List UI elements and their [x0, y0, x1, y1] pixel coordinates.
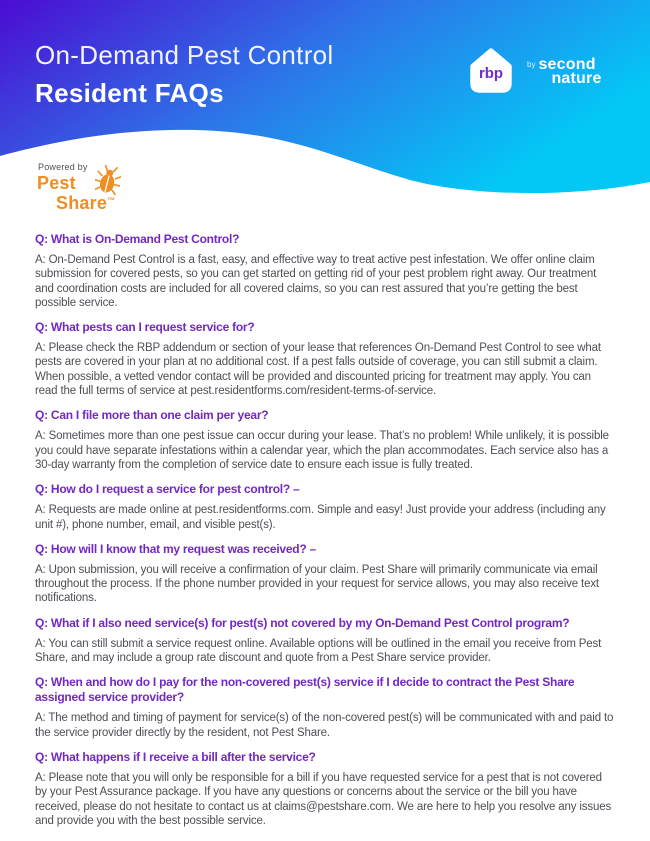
- faq-item: [35, 616, 616, 666]
- faq-question: Q: What happens if I receive a bill after the service?: [35, 749, 316, 764]
- faq-item: [35, 750, 616, 828]
- faq-answer: A: Please check the RBP addendum or section of your lease that references On-Demand Pest Control to see what pests are covered in your plan at no additional cost. If a pest falls outside of coverage, you can still submit a claim. When possible, a vetted vendor contact will be provided and discounted pricing for treatment may apply. You can read the full terms of service at pest.residentforms.com/resident-terms-of-service.: [35, 342, 601, 398]
- faq-question: Q: When and how do I pay for the non-covered pest(s) service if I decide to contract the Pest Share assigned service provider?: [35, 675, 575, 705]
- faq-answer: A: Sometimes more than one pest issue can occur during your lease. That’s no problem! While unlikely, it is possible you could have separate infestations within a calendar year, which the plan accommodates. Each service also has a 30-day warranty from the completion of service date to ensure each issue is fully treated.: [35, 430, 609, 471]
- faq-list: [35, 224, 616, 828]
- faq-item: [35, 232, 616, 310]
- faq-answer: A: On-Demand Pest Control is a fast, easy, and effective way to treat active pest infestation. We offer online claim submission for covered pests, so you can get started on getting rid of your pest problem right away. Our treatment and coordination costs are included for all covered claims, so you can rest assured that you’re getting the best possible service.: [35, 254, 597, 309]
- powered-by-label: Powered by: [38, 162, 88, 172]
- faq-item: [35, 320, 616, 398]
- brand-name-line1: second: [538, 56, 596, 73]
- faq-answer: A: Upon submission, you will receive a confirmation of your claim. Pest Share will primarily communicate via email throughout the process. If the phone number provided in your request for service allows, you may also receive text notifications.: [35, 563, 599, 605]
- bug-icon: [95, 165, 121, 195]
- second-nature-wordmark: [527, 58, 602, 86]
- faq-item: [35, 542, 616, 606]
- pest-share-line1: Pest: [37, 173, 76, 193]
- faq-answer: A: You can still submit a service request online. Available options will be outlined in the email you receive from Pest Share, and may include a group rate discount and quote from a Pest Share service provider.: [35, 637, 602, 665]
- faq-item: [35, 482, 616, 532]
- faq-question: Q: How will I know that my request was received? –: [35, 541, 316, 556]
- faq-answer: A: The method and timing of payment for service(s) of the non-covered pest(s) will be communicated with and paid to the service provider directly by the resident, not Pest Share.: [35, 712, 614, 739]
- header-titles: [35, 36, 334, 112]
- rbp-second-nature-brand: [464, 44, 602, 98]
- faq-answer: A: Requests are made online at pest.residentforms.com. Simple and easy! Just provide your address (including any unit #), phone number, email, and visible pest(s).: [35, 504, 606, 531]
- trademark-symbol: ™: [107, 196, 116, 205]
- faq-question: Q: What pests can I request service for?: [35, 320, 255, 335]
- faq-question: Q: What if I also need service(s) for pest(s) not covered by my On-Demand Pest Control program?: [35, 615, 570, 630]
- faq-question: Q: How do I request a service for pest control? –: [35, 482, 300, 497]
- brand-name-line2: nature: [551, 70, 602, 87]
- pest-share-logo: [37, 162, 157, 211]
- document-title: On-Demand Pest Control: [35, 40, 334, 70]
- by-label: by: [527, 60, 536, 69]
- rbp-logo-text: rbp: [478, 64, 504, 82]
- faq-item: [35, 675, 616, 740]
- rbp-house-icon: [464, 44, 518, 98]
- pest-share-line2: Share™: [56, 193, 116, 213]
- faq-question: Q: What is On-Demand Pest Control?: [35, 232, 240, 246]
- faq-item: [35, 408, 616, 472]
- faq-answer: A: Please note that you will only be responsible for a bill if you have requested service for a pest that is not covered by your Pest Assurance package. If you have any questions or concerns about the service or the bill you have received, please do not hesitate to contact us at claims@pestshare.com. We are here to help you resolve any issues and provide you with the best possible service.: [35, 771, 612, 827]
- document-subtitle: Resident FAQs: [35, 78, 224, 108]
- faq-question: Q: Can I file more than one claim per year?: [35, 408, 269, 423]
